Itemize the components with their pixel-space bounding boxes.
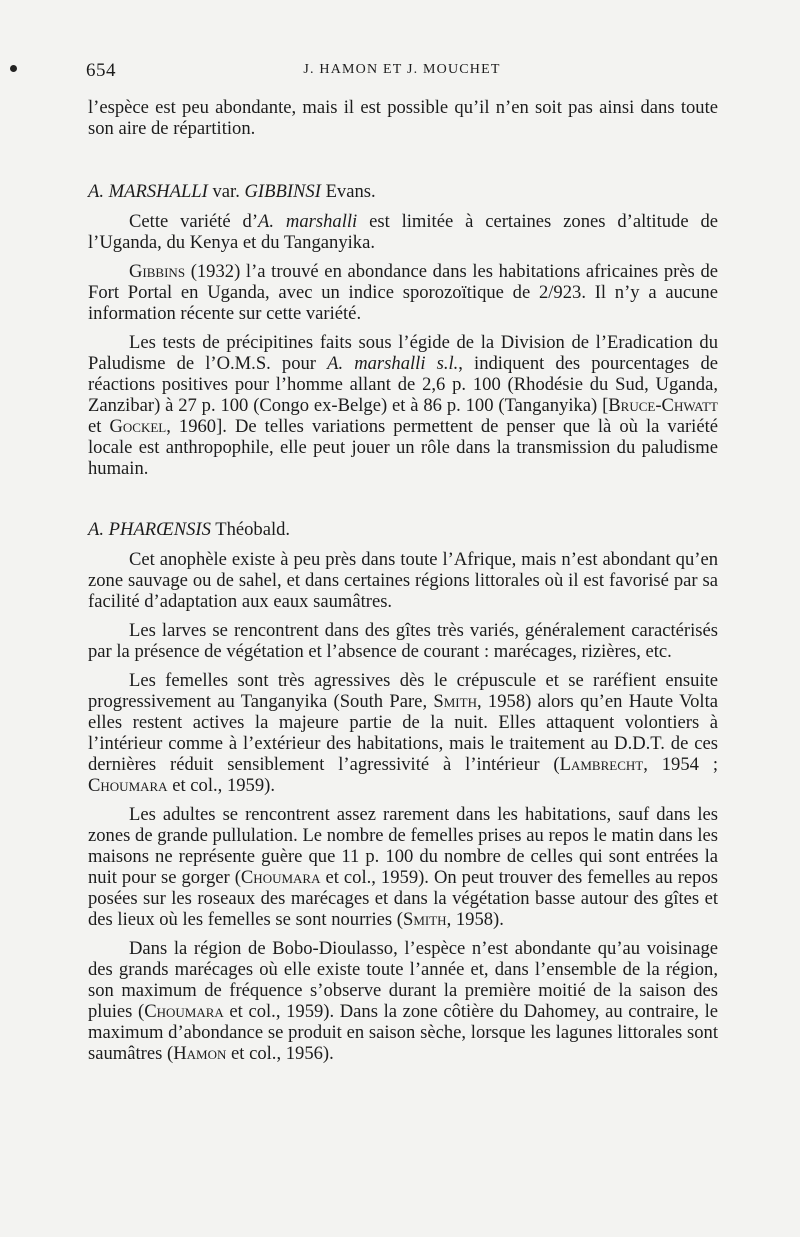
page-body bbox=[88, 97, 718, 1064]
paragraph: Les adultes se rencontrent assez rarement dans les habitations, sauf dans les zones de grande pullulation. Le nombre de femelles prises au repos le matin dans les maisons ne représente guère que 11 p. 100 du nombre de celles qui sont entrées la nuit pour se gorger (Choumara et col., 1959). On peut trouver des femelles au repos posées sur les roseaux des marécages et dans la végétation basse autour des gîtes et des lieux où les femelles se sont nourries (Smith, 1958). bbox=[88, 804, 718, 930]
page-header bbox=[86, 60, 718, 86]
page-number: 654 bbox=[86, 60, 116, 81]
paragraph: Dans la région de Bobo-Dioulasso, l’espèce n’est abondante qu’au voisinage des grands marécages où elle existe toute l’année et, dans l’ensemble de la région, son maximum de fréquence s’observe durant la première moitié de la saison des pluies (Choumara et col., 1959). Dans la zone côtière du Dahomey, au contraire, le maximum d’abondance se produit en saison sèche, lorsque les lagunes littorales sont saumâtres (Hamon et col., 1956). bbox=[88, 938, 718, 1064]
running-title: J. HAMON ET J. MOUCHET bbox=[303, 62, 501, 77]
paragraph: Cette variété d’A. marshalli est limitée à certaines zones d’altitude de l’Uganda, du Kenya et du Tanganyika. bbox=[88, 211, 719, 253]
intro-paragraph: l’espèce est peu abondante, mais il est possible qu’il n’en soit pas ainsi dans toute son aire de répartition. bbox=[88, 97, 718, 139]
paragraph: Cet anophèle existe à peu près dans toute l’Afrique, mais n’est abondant qu’en zone sauvage ou de sahel, et dans certaines régions littorales où il est favorisé par sa facilité d’adaptation aux eaux saumâtres. bbox=[88, 549, 718, 612]
section-heading-pharoensis: A. PHARŒNSIS Théobald. bbox=[88, 519, 291, 540]
paragraph: Les femelles sont très agressives dès le crépuscule et se raréfient ensuite progressivement au Tanganyika (South Pare, Smith, 1958) alors qu’en Haute Volta elles restent actives la majeure partie de la nuit. Elles attaquent volontiers à l’intérieur comme à l’extérieur des habitations, mais le traitement au D.D.T. de ces dernières réduit sensiblement l’agressivité à l’intérieur (Lambrecht, 1954 ; Choumara et col., 1959). bbox=[88, 670, 718, 796]
paragraph: Les larves se rencontrent dans des gîtes très variés, généralement caractérisés par la présence de végétation et l’absence de courant : marécages, rizières, etc. bbox=[88, 620, 718, 662]
paragraph: Les tests de précipitines faits sous l’égide de la Division de l’Eradication du Paludisme de l’O.M.S. pour A. marshalli s.l., indiquent des pourcentages de réactions positives pour l’homme allant de 2,6 p. 100 (Rhodésie du Sud, Uganda, Zanzibar) à 27 p. 100 (Congo ex-Belge) et à 86 p. 100 (Tanganyika) [Bruce-Chwatt et Gockel, 1960]. De telles variations permettent de penser que là où la variété locale est anthropophile, elle peut jouer un rôle dans la transmission du paludisme humain. bbox=[88, 332, 718, 479]
section-heading-marshalli: A. MARSHALLI var. GIBBINSI Evans. bbox=[88, 181, 376, 202]
margin-bullet bbox=[10, 65, 17, 72]
paragraph: Gibbins (1932) l’a trouvé en abondance dans les habitations africaines près de Fort Portal en Uganda, avec un indice sporozoïtique de 2/923. Il n’y a aucune information récente sur cette variété. bbox=[88, 261, 718, 324]
